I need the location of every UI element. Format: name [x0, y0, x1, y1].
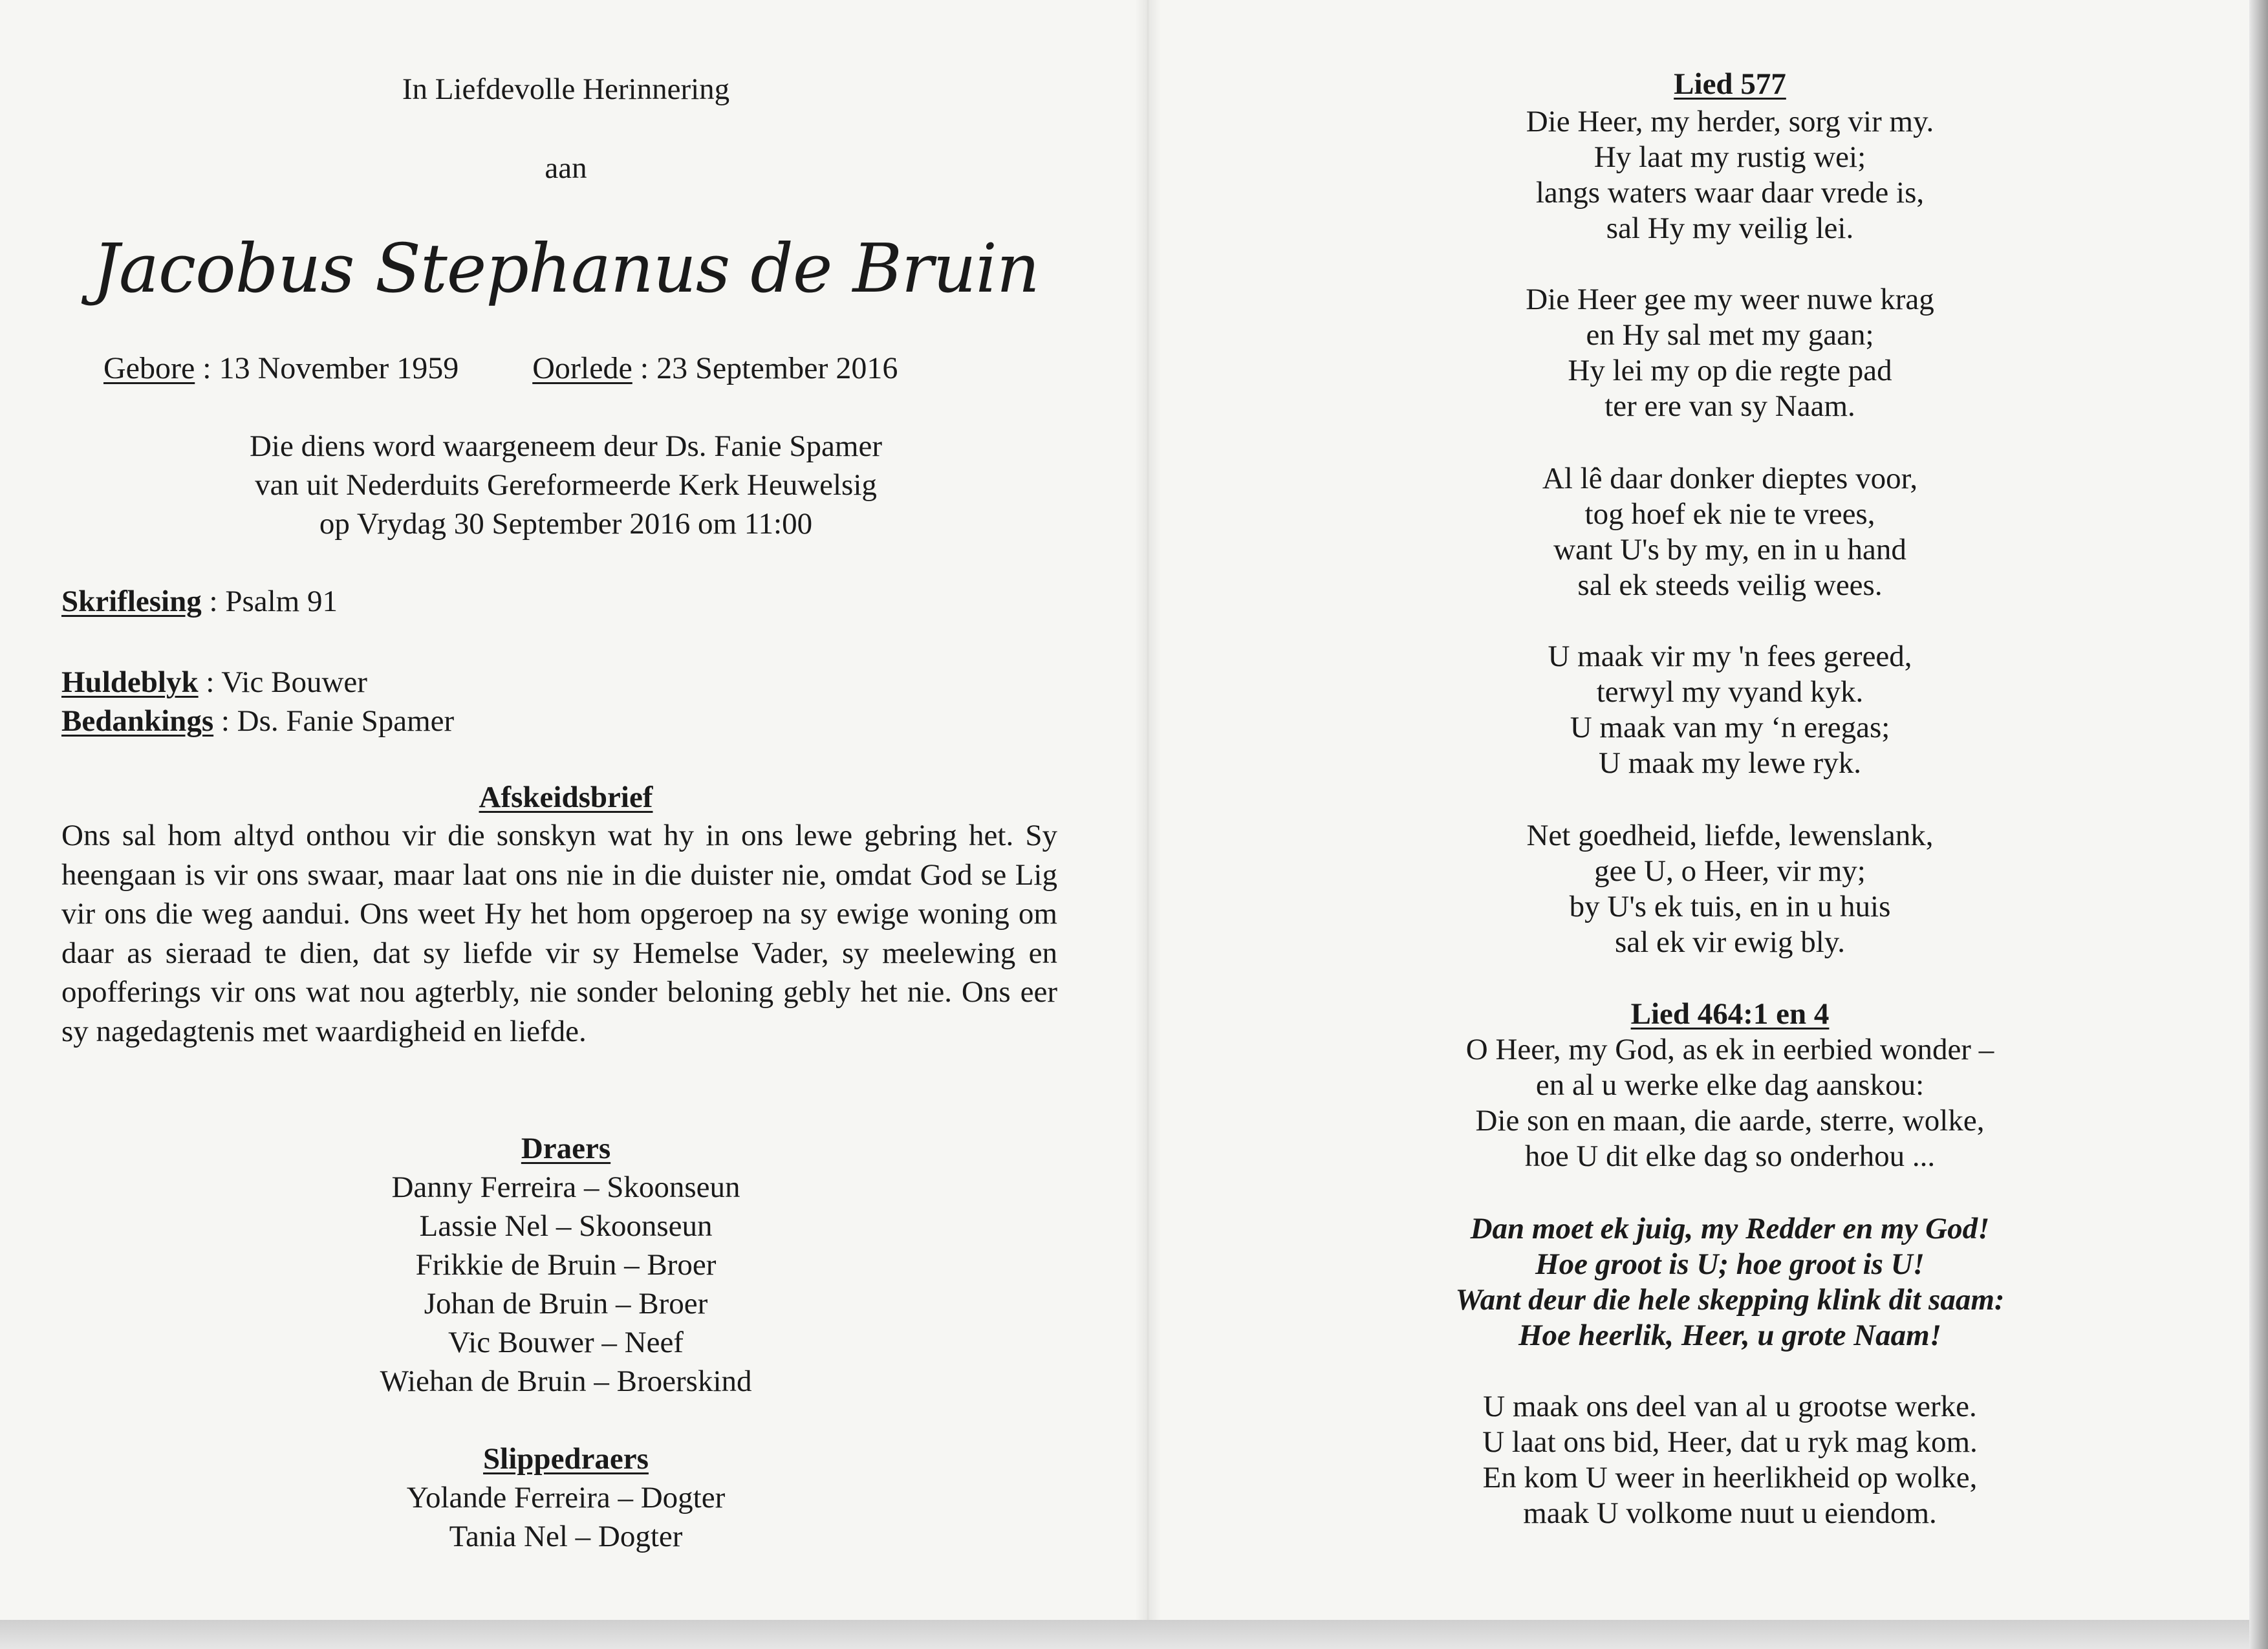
hymn2-title: Lied 464:1 en 4: [1630, 997, 1830, 1031]
bearer-2: Lassie Nel – Skoonseun: [419, 1209, 713, 1243]
dates-line: [103, 349, 1070, 388]
hymn1-line: Al lê daar donker dieptes voor,: [1542, 462, 1918, 495]
hymn2-chorus-line: Hoe groot is U; hoe groot is U!: [1535, 1247, 1925, 1281]
farewell-text: Ons sal hom altyd onthou vir die sonskyn wat hy in ons lewe gebring het. Sy heengaan is vir ons swaar, maar laat ons nie in die duister nie, omdat God se Lig vir ons die weg aandui. Ons weet Hy het hom opgeroep na sy ewige woning om daar as sieraad te dien, dat sy liefde vir sy Hemelse Vader, sy meelewing en opofferings vir ons wat nou agterbly, nie sonder beloning gebly het nie. Ons eer sy nagedagtenis met waardigheid en liefde.: [61, 819, 1057, 1048]
bearer-5: Vic Bouwer – Neef: [448, 1326, 684, 1359]
hymn2-chorus-line: Hoe heerlik, Heer, u grote Naam!: [1518, 1319, 1942, 1352]
slip-bearer-1: Yolande Ferreira – Dogter: [406, 1481, 726, 1514]
service-line-3: op Vrydag 30 September 2016 om 11:00: [319, 507, 813, 541]
hymn1-line: Die Heer gee my weer nuwe krag: [1526, 283, 1934, 316]
hymn2-chorus-line: Dan moet ek juig, my Redder en my God!: [1470, 1212, 1990, 1245]
slip-bearer-2: Tania Nel – Dogter: [449, 1520, 683, 1553]
hymn2-line: O Heer, my God, as ek in eerbied wonder –: [1465, 1033, 1994, 1066]
hymn1-line: sal ek steeds veilig wees.: [1577, 568, 1883, 602]
bearer-6: Wiehan de Bruin – Broerskind: [380, 1364, 752, 1398]
hymn2-line: En kom U weer in heerlikheid op wolke,: [1482, 1461, 1978, 1494]
hymn1-line: U maak vir my 'n fees gereed,: [1548, 640, 1912, 673]
hymn1-line: U maak van my ‘n eregas;: [1570, 711, 1890, 744]
reading-label: Skriflesing: [61, 585, 202, 618]
hymn1-line: tog hoef ek nie te vrees,: [1584, 497, 1875, 531]
bearer-1: Danny Ferreira – Skoonseun: [391, 1170, 740, 1204]
hymn1-line: U maak my lewe ryk.: [1599, 746, 1861, 780]
hymn2-line: U laat ons bid, Heer, dat u ryk mag kom.: [1482, 1425, 1978, 1459]
hymn2-line: hoe U dit elke dag so onderhou ...: [1524, 1139, 1936, 1173]
hymn1-line: Hy lei my op die regte pad: [1568, 354, 1892, 387]
hymn1-line: gee U, o Heer, vir my;: [1594, 854, 1866, 888]
service-line-1: Die diens word waargeneem deur Ds. Fanie Spamer: [249, 429, 882, 463]
hymn2-line: en al u werke elke dag aanskou:: [1535, 1068, 1925, 1102]
reading-line: [61, 582, 1070, 621]
hymn1-line: Hy laat my rustig wei;: [1593, 140, 1866, 174]
hymn2-line: U maak ons deel van al u grootse werke.: [1483, 1390, 1977, 1423]
hymn1-title: Lied 577: [1674, 67, 1786, 101]
service-line-2: van uit Nederduits Gereformeerde Kerk Heuwelsig: [255, 468, 877, 502]
died-value: : 23 September 2016: [632, 351, 898, 385]
thanks-value: : Ds. Fanie Spamer: [213, 704, 455, 738]
center-fold: [1135, 0, 1161, 1620]
farewell-title: Afskeidsbrief: [479, 781, 653, 814]
hymn1-line: terwyl my vyand kyk.: [1596, 675, 1864, 709]
hymn1-line: Net goedheid, liefde, lewenslank,: [1526, 819, 1934, 852]
born-value: : 13 November 1959: [195, 351, 459, 385]
hymn1-line: by U's ek tuis, en in u huis: [1569, 890, 1891, 923]
thanks-label: Bedankings: [61, 704, 214, 738]
scanner-bottom-edge: [0, 1620, 2268, 1649]
reading-value: : Psalm 91: [201, 585, 338, 618]
hymn2-chorus-line: Want deur die hele skepping klink dit saam:: [1455, 1283, 2005, 1317]
scanner-right-edge: [2249, 0, 2268, 1649]
hymn1-line: Die Heer, my herder, sorg vir my.: [1526, 105, 1934, 138]
bearer-3: Frikkie de Bruin – Broer: [415, 1248, 717, 1282]
hymn2-line: Die son en maan, die aarde, sterre, wolke,: [1475, 1104, 1985, 1137]
bearers-title: Draers: [521, 1132, 611, 1165]
aan-text: aan: [545, 151, 587, 185]
hymn1-line: want U's by my, en in u hand: [1553, 533, 1906, 566]
hymn2-line: maak U volkome nuut u eiendom.: [1523, 1496, 1937, 1530]
tribute-line: [61, 663, 1070, 702]
born-label: Gebore: [103, 351, 195, 385]
hymn1-line: sal ek vir ewig bly.: [1615, 925, 1845, 959]
hymn1-line: sal Hy my veilig lei.: [1606, 211, 1854, 245]
tribute-value: : Vic Bouwer: [198, 665, 367, 699]
slip-bearers-title: Slippedraers: [483, 1442, 649, 1476]
hymn1-line: en Hy sal met my gaan;: [1586, 318, 1874, 352]
died-label: Oorlede: [532, 351, 632, 385]
thanks-line: [61, 702, 1070, 740]
deceased-name: Jacobus Stephanus de Bruin: [92, 229, 1039, 308]
tribute-label: Huldeblyk: [61, 665, 199, 699]
bearer-4: Johan de Bruin – Broer: [424, 1287, 708, 1320]
memorial-heading: In Liefdevolle Herinnering: [402, 72, 730, 106]
hymn1-line: ter ere van sy Naam.: [1604, 389, 1855, 423]
hymn1-line: langs waters waar daar vrede is,: [1535, 176, 1925, 210]
